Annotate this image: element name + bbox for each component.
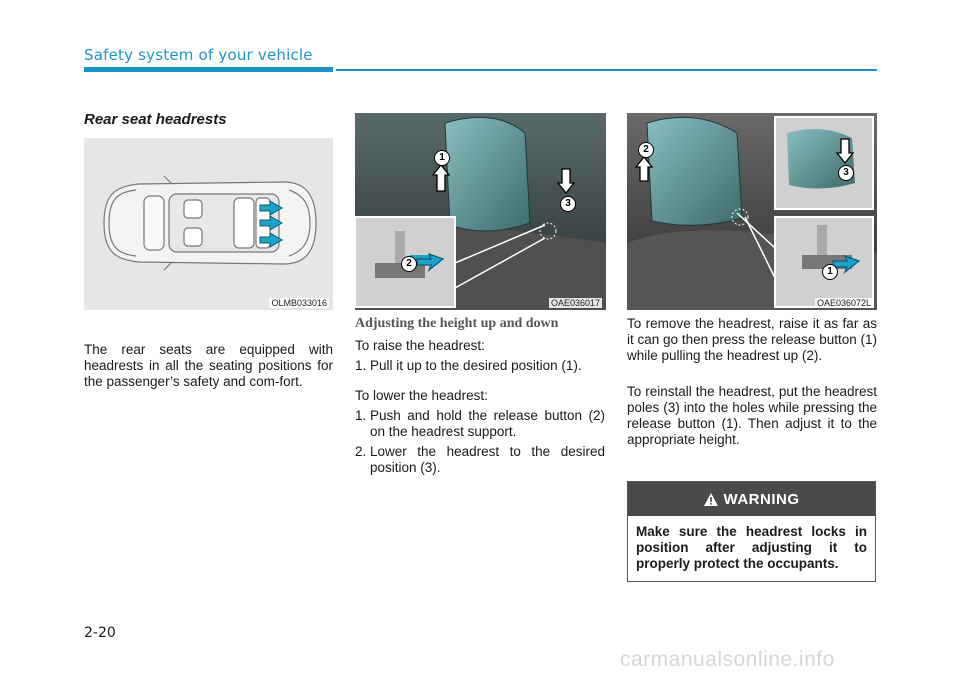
raise-intro: To raise the headrest: (355, 338, 485, 353)
figure-code: OAE036072L (816, 298, 871, 308)
lower-step (355, 408, 605, 440)
step-number: 2. (355, 444, 367, 459)
car-top-view-figure (84, 138, 333, 310)
callout-number: 1 (822, 264, 838, 280)
header-rule-thin (336, 69, 877, 71)
callout-number: 2 (401, 256, 417, 272)
section-title: Rear seat headrests (84, 111, 227, 128)
adjust-heading: Adjusting the height up and down (355, 316, 559, 331)
reinstall-paragraph: To reinstall the headrest, put the headrest poles (3) into the holes while pressing the release button (1). Then adjust it to the appropriate height. (627, 384, 877, 447)
adjust-text (355, 338, 605, 476)
step-text: Push and hold the release button (2) on the headrest support. (370, 408, 605, 439)
step-number: 1. (355, 408, 367, 423)
callout-number: 1 (434, 150, 450, 166)
lower-intro: To lower the headrest: (355, 388, 488, 403)
warning-title: WARNING (723, 490, 800, 508)
callout-number: 3 (838, 165, 854, 181)
warning-header (628, 482, 875, 516)
watermark: carmanualsonline.info (620, 648, 835, 671)
step-text: Lower the headrest to the desired position (3). (370, 444, 605, 475)
figure-code: OLMB033016 (271, 298, 327, 308)
step-number: 1. (355, 358, 367, 373)
header-rule-thick (84, 67, 333, 72)
callout-number: 2 (638, 142, 654, 158)
step-text: Pull it up to the desired position (1). (370, 358, 582, 373)
car-top-view-illustration (84, 138, 333, 310)
figure-code: OAE036017 (550, 298, 600, 308)
callout-number: 3 (560, 196, 576, 212)
warning-triangle-icon (704, 493, 718, 506)
remove-headrest-figure (627, 113, 877, 310)
remove-paragraph: To remove the headrest, raise it as far as it can go then press the release button (1) while pulling the headrest up (2). (627, 316, 877, 363)
warning-text: Make sure the headrest locks in position after adjusting it to properly protect the occupants. (636, 524, 867, 571)
raise-step (355, 358, 605, 374)
remove-headrest-illustration (627, 113, 877, 310)
warning-box (627, 481, 876, 582)
lower-step (355, 444, 605, 476)
intro-paragraph: The rear seats are equipped with headrests in all the seating positions for the passenger’s safety and com-fort. (84, 342, 333, 389)
running-header: Safety system of your vehicle (84, 46, 313, 64)
raise-headrest-figure (355, 113, 606, 310)
page-number: 2-20 (84, 625, 116, 641)
